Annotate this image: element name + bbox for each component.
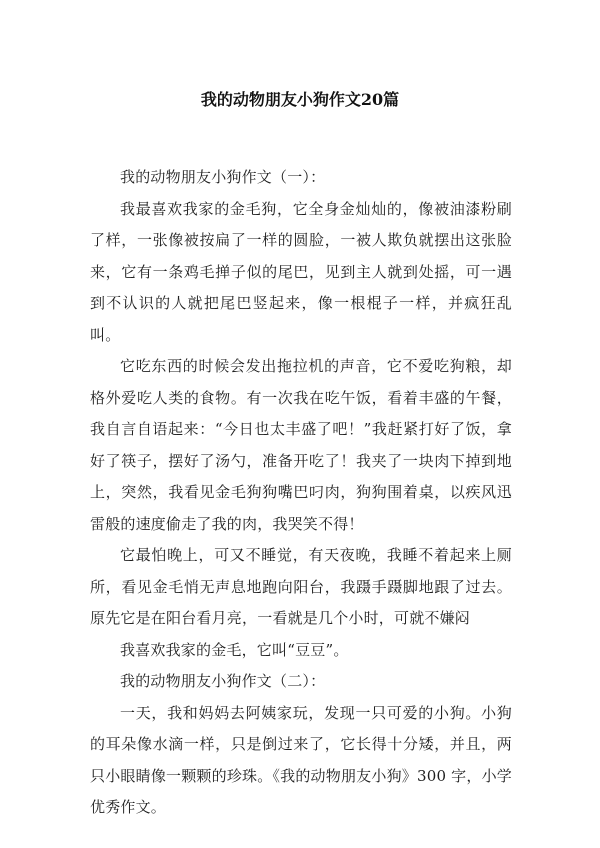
paragraph: 我喜欢我家的金毛，它叫“豆豆”。 bbox=[120, 640, 349, 659]
paragraph: 我最喜欢我家的金毛狗，它全身金灿灿的，像被油漆粉刷了样，一张像被按扁了一样的圆脸，一被人欺负就摆出这张脸来，它有一条鸡毛掸子似的尾巴，见到主人就到处摇，可一遇到不认识的人就把尾巴竖起来，像一根棍子一样，并疯狂乱叫。 bbox=[90, 199, 512, 344]
document-title: 我的动物朋友小狗作文20篇 bbox=[200, 90, 400, 109]
paragraph: 它吃东西的时候会发出拖拉机的声音，它不爱吃狗粮，却格外爱吃人类的食物。有一次我在吃午饭，看着丰盛的午餐，我自言自语起来：“今日也太丰盛了吧！”我赶紧打好了饭，拿好了筷子，摆好了汤勺，准备开吃了！我夹了一块肉下掉到地上，突然，我看见金毛狗狗嘴巴叼肉，狗狗围着桌，以疾风迅雷般的速度偷走了我的肉，我哭笑不得！ bbox=[90, 357, 512, 533]
paragraph: 它最怕晚上，可又不睡觉，有天夜晚，我睡不着起来上厕所，看见金毛悄无声息地跑向阳台，我蹑手蹑脚地跟了过去。原先它是在阳台看月亮，一看就是几个小时，可就不嫌闷 bbox=[90, 546, 512, 627]
document-body bbox=[90, 162, 512, 824]
essay-section-1 bbox=[90, 162, 512, 666]
section-heading: 我的动物朋友小狗作文（二）： bbox=[120, 672, 326, 690]
paragraph: 一天，我和妈妈去阿姨家玩，发现一只可爱的小狗。小狗的耳朵像水滴一样，只是倒过来了，它长得十分矮，并且，两只小眼睛像一颗颗的珍珠。《我的动物朋友小狗》300 字，小学优秀作文。 bbox=[90, 703, 512, 816]
section-heading: 我的动物朋友小狗作文（一）： bbox=[120, 168, 326, 186]
essay-section-2 bbox=[90, 666, 512, 824]
